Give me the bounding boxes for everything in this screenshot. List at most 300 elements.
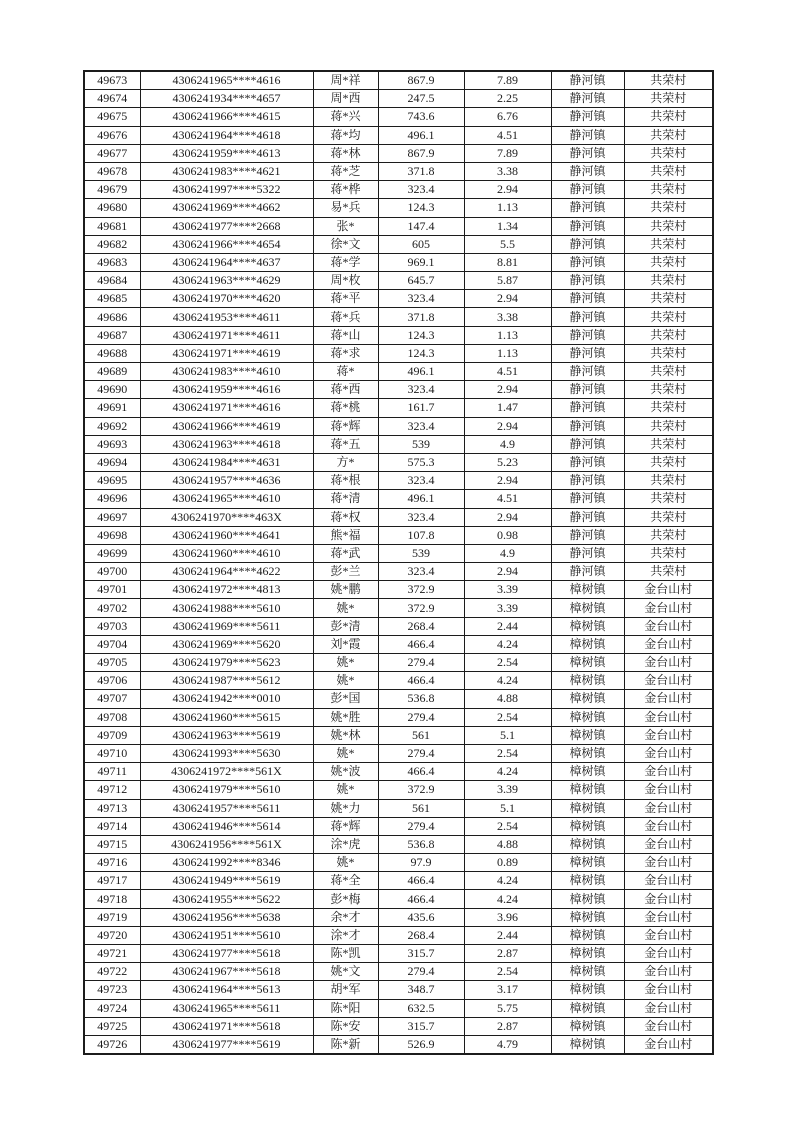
- cell-town: 静河镇: [551, 199, 624, 217]
- table-row: [84, 344, 713, 362]
- cell-amount: 536.8: [378, 690, 464, 708]
- cell-id-masked: 4306241988****5610: [140, 599, 313, 617]
- cell-seq-no: 49710: [84, 744, 140, 762]
- cell-village: 金台山村: [624, 690, 713, 708]
- cell-percent: 2.25: [464, 90, 551, 108]
- cell-seq-no: 49690: [84, 381, 140, 399]
- cell-village: 共荣村: [624, 363, 713, 381]
- cell-percent: 0.98: [464, 526, 551, 544]
- cell-town: 樟树镇: [551, 763, 624, 781]
- cell-seq-no: 49677: [84, 144, 140, 162]
- cell-amount: 632.5: [378, 999, 464, 1017]
- cell-seq-no: 49679: [84, 181, 140, 199]
- cell-name: 姚*: [313, 854, 378, 872]
- cell-amount: 575.3: [378, 453, 464, 471]
- cell-village: 共荣村: [624, 108, 713, 126]
- cell-village: 金台山村: [624, 763, 713, 781]
- cell-percent: 8.81: [464, 253, 551, 271]
- cell-town: 静河镇: [551, 235, 624, 253]
- cell-seq-no: 49676: [84, 126, 140, 144]
- cell-village: 共荣村: [624, 344, 713, 362]
- cell-name: 蒋*全: [313, 872, 378, 890]
- cell-village: 金台山村: [624, 981, 713, 999]
- cell-amount: 536.8: [378, 835, 464, 853]
- cell-amount: 315.7: [378, 945, 464, 963]
- cell-percent: 1.13: [464, 344, 551, 362]
- cell-id-masked: 4306241960****4641: [140, 526, 313, 544]
- cell-id-masked: 4306241953****4611: [140, 308, 313, 326]
- cell-village: 金台山村: [624, 581, 713, 599]
- cell-id-masked: 4306241960****5615: [140, 708, 313, 726]
- cell-id-masked: 4306241964****4637: [140, 253, 313, 271]
- cell-village: 共荣村: [624, 272, 713, 290]
- cell-town: 静河镇: [551, 181, 624, 199]
- cell-seq-no: 49700: [84, 563, 140, 581]
- cell-village: 共荣村: [624, 490, 713, 508]
- cell-name: 陈*阳: [313, 999, 378, 1017]
- cell-amount: 323.4: [378, 472, 464, 490]
- table-row: [84, 781, 713, 799]
- cell-seq-no: 49674: [84, 90, 140, 108]
- cell-amount: 279.4: [378, 708, 464, 726]
- cell-amount: 323.4: [378, 508, 464, 526]
- cell-amount: 466.4: [378, 890, 464, 908]
- table-row: [84, 672, 713, 690]
- cell-village: 共荣村: [624, 326, 713, 344]
- cell-town: 静河镇: [551, 472, 624, 490]
- cell-seq-no: 49691: [84, 399, 140, 417]
- cell-village: 共荣村: [624, 399, 713, 417]
- cell-name: 陈*新: [313, 1035, 378, 1054]
- cell-seq-no: 49685: [84, 290, 140, 308]
- table-row: [84, 90, 713, 108]
- cell-name: 涂*虎: [313, 835, 378, 853]
- cell-percent: 4.9: [464, 544, 551, 562]
- cell-seq-no: 49706: [84, 672, 140, 690]
- table-row: [84, 1017, 713, 1035]
- cell-village: 共荣村: [624, 126, 713, 144]
- cell-name: 蒋*西: [313, 381, 378, 399]
- cell-name: 易*兵: [313, 199, 378, 217]
- cell-percent: 2.87: [464, 1017, 551, 1035]
- cell-village: 共荣村: [624, 435, 713, 453]
- cell-seq-no: 49703: [84, 617, 140, 635]
- cell-id-masked: 4306241979****5610: [140, 781, 313, 799]
- cell-id-masked: 4306241959****4613: [140, 144, 313, 162]
- cell-town: 静河镇: [551, 363, 624, 381]
- cell-name: 蒋*辉: [313, 417, 378, 435]
- cell-id-masked: 4306241966****4615: [140, 108, 313, 126]
- cell-percent: 2.44: [464, 926, 551, 944]
- cell-id-masked: 4306241971****4616: [140, 399, 313, 417]
- cell-town: 樟树镇: [551, 963, 624, 981]
- cell-percent: 3.96: [464, 908, 551, 926]
- cell-town: 樟树镇: [551, 890, 624, 908]
- cell-percent: 7.89: [464, 144, 551, 162]
- table-row: [84, 544, 713, 562]
- cell-name: 周*枚: [313, 272, 378, 290]
- cell-town: 樟树镇: [551, 999, 624, 1017]
- cell-name: 蒋*根: [313, 472, 378, 490]
- cell-name: 彭*清: [313, 617, 378, 635]
- cell-name: 蒋*均: [313, 126, 378, 144]
- table-row: [84, 654, 713, 672]
- cell-seq-no: 49720: [84, 926, 140, 944]
- cell-percent: 4.51: [464, 363, 551, 381]
- cell-id-masked: 4306241963****4629: [140, 272, 313, 290]
- cell-percent: 4.24: [464, 890, 551, 908]
- cell-village: 共荣村: [624, 508, 713, 526]
- cell-name: 胡*军: [313, 981, 378, 999]
- cell-seq-no: 49725: [84, 1017, 140, 1035]
- cell-amount: 348.7: [378, 981, 464, 999]
- table-row: [84, 1035, 713, 1054]
- table-row: [84, 126, 713, 144]
- cell-percent: 3.39: [464, 581, 551, 599]
- cell-town: 静河镇: [551, 490, 624, 508]
- cell-id-masked: 4306241963****4618: [140, 435, 313, 453]
- cell-id-masked: 4306241959****4616: [140, 381, 313, 399]
- cell-id-masked: 4306241956****5638: [140, 908, 313, 926]
- table-row: [84, 162, 713, 180]
- cell-id-masked: 4306241971****5618: [140, 1017, 313, 1035]
- cell-town: 静河镇: [551, 453, 624, 471]
- cell-percent: 2.54: [464, 708, 551, 726]
- cell-town: 樟树镇: [551, 599, 624, 617]
- cell-name: 姚*: [313, 599, 378, 617]
- cell-village: 共荣村: [624, 71, 713, 90]
- table-row: [84, 253, 713, 271]
- cell-town: 静河镇: [551, 90, 624, 108]
- table-row: [84, 435, 713, 453]
- table-row: [84, 199, 713, 217]
- table-row: [84, 399, 713, 417]
- cell-amount: 161.7: [378, 399, 464, 417]
- cell-seq-no: 49724: [84, 999, 140, 1017]
- table-row: [84, 326, 713, 344]
- cell-percent: 2.94: [464, 181, 551, 199]
- cell-seq-no: 49708: [84, 708, 140, 726]
- cell-name: 蒋*权: [313, 508, 378, 526]
- cell-town: 静河镇: [551, 253, 624, 271]
- cell-percent: 2.87: [464, 945, 551, 963]
- cell-village: 共荣村: [624, 90, 713, 108]
- table-row: [84, 599, 713, 617]
- cell-id-masked: 4306241983****4621: [140, 162, 313, 180]
- cell-town: 樟树镇: [551, 854, 624, 872]
- cell-amount: 466.4: [378, 672, 464, 690]
- cell-town: 樟树镇: [551, 908, 624, 926]
- cell-id-masked: 4306241977****5619: [140, 1035, 313, 1054]
- cell-village: 金台山村: [624, 926, 713, 944]
- cell-seq-no: 49701: [84, 581, 140, 599]
- table-row: [84, 472, 713, 490]
- cell-percent: 2.54: [464, 817, 551, 835]
- cell-village: 金台山村: [624, 654, 713, 672]
- cell-amount: 323.4: [378, 381, 464, 399]
- cell-seq-no: 49695: [84, 472, 140, 490]
- table-row: [84, 581, 713, 599]
- cell-amount: 124.3: [378, 344, 464, 362]
- cell-village: 金台山村: [624, 945, 713, 963]
- cell-id-masked: 4306241977****2668: [140, 217, 313, 235]
- cell-town: 樟树镇: [551, 817, 624, 835]
- table-row: [84, 981, 713, 999]
- cell-id-masked: 4306241971****4611: [140, 326, 313, 344]
- cell-town: 樟树镇: [551, 744, 624, 762]
- cell-village: 金台山村: [624, 890, 713, 908]
- cell-seq-no: 49673: [84, 71, 140, 90]
- cell-seq-no: 49693: [84, 435, 140, 453]
- cell-id-masked: 4306241969****5611: [140, 617, 313, 635]
- cell-amount: 323.4: [378, 417, 464, 435]
- cell-village: 金台山村: [624, 672, 713, 690]
- cell-percent: 3.17: [464, 981, 551, 999]
- cell-town: 静河镇: [551, 126, 624, 144]
- cell-name: 蒋*兴: [313, 108, 378, 126]
- cell-percent: 4.24: [464, 763, 551, 781]
- cell-id-masked: 4306241964****5613: [140, 981, 313, 999]
- cell-village: 金台山村: [624, 617, 713, 635]
- cell-amount: 466.4: [378, 635, 464, 653]
- cell-seq-no: 49707: [84, 690, 140, 708]
- cell-name: 蒋*五: [313, 435, 378, 453]
- cell-amount: 268.4: [378, 617, 464, 635]
- cell-town: 樟树镇: [551, 926, 624, 944]
- cell-town: 樟树镇: [551, 617, 624, 635]
- cell-village: 金台山村: [624, 744, 713, 762]
- cell-seq-no: 49714: [84, 817, 140, 835]
- cell-amount: 539: [378, 435, 464, 453]
- cell-amount: 561: [378, 799, 464, 817]
- cell-town: 樟树镇: [551, 981, 624, 999]
- table-row: [84, 617, 713, 635]
- cell-village: 金台山村: [624, 835, 713, 853]
- cell-amount: 496.1: [378, 363, 464, 381]
- cell-town: 静河镇: [551, 71, 624, 90]
- cell-name: 陈*凯: [313, 945, 378, 963]
- table-row: [84, 945, 713, 963]
- cell-seq-no: 49687: [84, 326, 140, 344]
- cell-town: 静河镇: [551, 326, 624, 344]
- cell-percent: 4.51: [464, 490, 551, 508]
- cell-percent: 2.94: [464, 508, 551, 526]
- cell-town: 樟树镇: [551, 1017, 624, 1035]
- cell-percent: 2.54: [464, 654, 551, 672]
- cell-id-masked: 4306241970****463X: [140, 508, 313, 526]
- cell-percent: 4.88: [464, 835, 551, 853]
- table-row: [84, 508, 713, 526]
- cell-name: 蒋*求: [313, 344, 378, 362]
- cell-town: 静河镇: [551, 417, 624, 435]
- cell-name: 姚*: [313, 744, 378, 762]
- cell-village: 共荣村: [624, 144, 713, 162]
- cell-amount: 605: [378, 235, 464, 253]
- cell-town: 樟树镇: [551, 872, 624, 890]
- cell-amount: 867.9: [378, 144, 464, 162]
- cell-village: 共荣村: [624, 526, 713, 544]
- cell-seq-no: 49716: [84, 854, 140, 872]
- table-row: [84, 817, 713, 835]
- cell-seq-no: 49682: [84, 235, 140, 253]
- cell-village: 金台山村: [624, 908, 713, 926]
- cell-amount: 323.4: [378, 181, 464, 199]
- table-row: [84, 926, 713, 944]
- cell-name: 蒋*辉: [313, 817, 378, 835]
- cell-name: 姚*胜: [313, 708, 378, 726]
- cell-name: 姚*: [313, 672, 378, 690]
- cell-amount: 323.4: [378, 563, 464, 581]
- cell-seq-no: 49709: [84, 726, 140, 744]
- cell-amount: 466.4: [378, 872, 464, 890]
- table-row: [84, 71, 713, 90]
- cell-seq-no: 49681: [84, 217, 140, 235]
- cell-town: 樟树镇: [551, 690, 624, 708]
- table-row: [84, 835, 713, 853]
- table-row: [84, 108, 713, 126]
- cell-name: 蒋*林: [313, 144, 378, 162]
- cell-name: 姚*鹏: [313, 581, 378, 599]
- cell-seq-no: 49689: [84, 363, 140, 381]
- cell-percent: 5.1: [464, 799, 551, 817]
- table-row: [84, 363, 713, 381]
- cell-seq-no: 49678: [84, 162, 140, 180]
- cell-village: 金台山村: [624, 599, 713, 617]
- records-table-body: [84, 71, 713, 1054]
- cell-village: 金台山村: [624, 799, 713, 817]
- cell-village: 共荣村: [624, 217, 713, 235]
- cell-village: 共荣村: [624, 290, 713, 308]
- cell-seq-no: 49723: [84, 981, 140, 999]
- cell-name: 蒋*学: [313, 253, 378, 271]
- cell-name: 余*才: [313, 908, 378, 926]
- table-row: [84, 690, 713, 708]
- cell-name: 蒋*山: [313, 326, 378, 344]
- cell-id-masked: 4306241979****5623: [140, 654, 313, 672]
- cell-town: 樟树镇: [551, 654, 624, 672]
- cell-village: 金台山村: [624, 872, 713, 890]
- table-row: [84, 563, 713, 581]
- table-row: [84, 144, 713, 162]
- table-row: [84, 744, 713, 762]
- cell-town: 静河镇: [551, 399, 624, 417]
- cell-seq-no: 49722: [84, 963, 140, 981]
- cell-village: 共荣村: [624, 199, 713, 217]
- table-row: [84, 417, 713, 435]
- cell-village: 共荣村: [624, 381, 713, 399]
- cell-seq-no: 49711: [84, 763, 140, 781]
- cell-seq-no: 49717: [84, 872, 140, 890]
- cell-village: 共荣村: [624, 162, 713, 180]
- cell-seq-no: 49697: [84, 508, 140, 526]
- cell-seq-no: 49713: [84, 799, 140, 817]
- cell-id-masked: 4306241964****4618: [140, 126, 313, 144]
- cell-amount: 372.9: [378, 599, 464, 617]
- cell-percent: 1.47: [464, 399, 551, 417]
- cell-village: 金台山村: [624, 963, 713, 981]
- cell-town: 静河镇: [551, 563, 624, 581]
- cell-amount: 435.6: [378, 908, 464, 926]
- cell-seq-no: 49684: [84, 272, 140, 290]
- table-row: [84, 799, 713, 817]
- cell-name: 蒋*武: [313, 544, 378, 562]
- cell-village: 共荣村: [624, 417, 713, 435]
- cell-seq-no: 49696: [84, 490, 140, 508]
- cell-amount: 372.9: [378, 781, 464, 799]
- cell-percent: 3.39: [464, 781, 551, 799]
- cell-percent: 3.38: [464, 308, 551, 326]
- cell-percent: 2.94: [464, 472, 551, 490]
- cell-id-masked: 4306241966****4619: [140, 417, 313, 435]
- cell-percent: 5.87: [464, 272, 551, 290]
- cell-seq-no: 49702: [84, 599, 140, 617]
- cell-id-masked: 4306241972****4813: [140, 581, 313, 599]
- cell-town: 静河镇: [551, 108, 624, 126]
- cell-name: 彭*梅: [313, 890, 378, 908]
- cell-percent: 4.24: [464, 672, 551, 690]
- cell-name: 徐*文: [313, 235, 378, 253]
- cell-town: 静河镇: [551, 526, 624, 544]
- cell-name: 方*: [313, 453, 378, 471]
- cell-percent: 4.51: [464, 126, 551, 144]
- cell-town: 樟树镇: [551, 708, 624, 726]
- cell-name: 彭*兰: [313, 563, 378, 581]
- cell-name: 周*西: [313, 90, 378, 108]
- table-row: [84, 908, 713, 926]
- cell-town: 樟树镇: [551, 1035, 624, 1054]
- cell-town: 静河镇: [551, 544, 624, 562]
- cell-percent: 1.34: [464, 217, 551, 235]
- cell-id-masked: 4306241970****4620: [140, 290, 313, 308]
- cell-id-masked: 4306241967****5618: [140, 963, 313, 981]
- cell-name: 蒋*桃: [313, 399, 378, 417]
- cell-seq-no: 49683: [84, 253, 140, 271]
- cell-id-masked: 4306241949****5619: [140, 872, 313, 890]
- cell-id-masked: 4306241971****4619: [140, 344, 313, 362]
- cell-seq-no: 49698: [84, 526, 140, 544]
- cell-village: 共荣村: [624, 308, 713, 326]
- cell-id-masked: 4306241997****5322: [140, 181, 313, 199]
- cell-percent: 2.54: [464, 744, 551, 762]
- cell-percent: 1.13: [464, 199, 551, 217]
- cell-id-masked: 4306241951****5610: [140, 926, 313, 944]
- cell-name: 姚*力: [313, 799, 378, 817]
- table-row: [84, 381, 713, 399]
- cell-name: 蒋*平: [313, 290, 378, 308]
- cell-village: 共荣村: [624, 253, 713, 271]
- cell-seq-no: 49712: [84, 781, 140, 799]
- cell-town: 樟树镇: [551, 672, 624, 690]
- cell-village: 共荣村: [624, 181, 713, 199]
- cell-village: 金台山村: [624, 726, 713, 744]
- table-row: [84, 726, 713, 744]
- table-row: [84, 308, 713, 326]
- cell-seq-no: 49686: [84, 308, 140, 326]
- cell-amount: 496.1: [378, 126, 464, 144]
- cell-percent: 2.94: [464, 417, 551, 435]
- cell-name: 蒋*: [313, 363, 378, 381]
- cell-seq-no: 49680: [84, 199, 140, 217]
- cell-town: 静河镇: [551, 381, 624, 399]
- cell-percent: 2.94: [464, 381, 551, 399]
- table-row: [84, 272, 713, 290]
- cell-id-masked: 4306241956****561X: [140, 835, 313, 853]
- cell-name: 涂*才: [313, 926, 378, 944]
- cell-amount: 147.4: [378, 217, 464, 235]
- cell-name: 姚*: [313, 654, 378, 672]
- table-row: [84, 635, 713, 653]
- cell-town: 静河镇: [551, 217, 624, 235]
